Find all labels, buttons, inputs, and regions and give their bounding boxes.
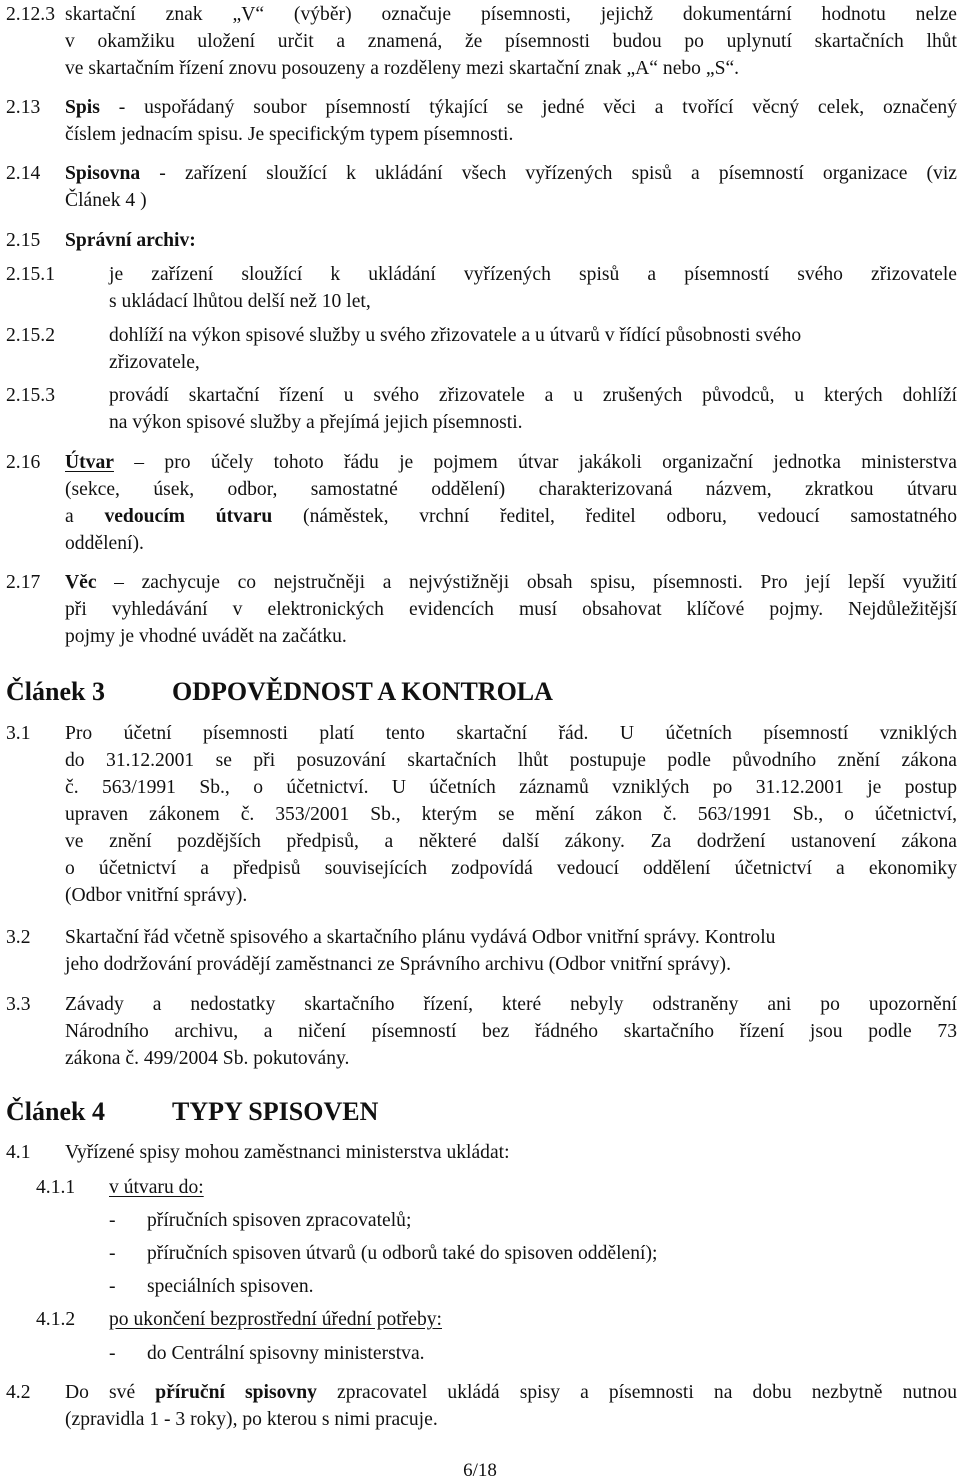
list-item: příručních spisoven zpracovatelů; (147, 1210, 412, 1231)
item-number: 2.14 (6, 163, 41, 184)
paragraph-line: Do své příruční spisovny zpracovatel ukládá spisy a písemnosti na dobu nezbytně nutnou (65, 1382, 958, 1403)
item-number: 3.2 (6, 927, 31, 948)
definition-term: Správní archiv: (65, 230, 196, 251)
item-number: 2.12.3 (6, 4, 55, 25)
paragraph-line: je zařízení sloužící k ukládání vyřízených spisů a písemností svého zřizovatele (109, 264, 957, 285)
paragraph-line: č. 563/1991 Sb., o účetnictví. U účetních záznamů vzniklých po 31.12.2001 je postup (65, 777, 957, 798)
paragraph-line: a vedoucím útvaru (náměstek, vrchní ředitel, ředitel odboru, vedoucí samostatného (65, 506, 957, 527)
paragraph-line: ve skartačním řízení znovu posouzeny a rozděleny mezi skartační znak „A“ nebo „S“. (65, 58, 740, 79)
paragraph-line: o účetnictví a předpisů souvisejících zodpovídá vedoucí oddělení účetnictví a ekonomiky (65, 858, 957, 879)
paragraph-line: v okamžiku uložení určit a znamená, že písemnosti budou po uplynutí skartačních lhůt (65, 31, 957, 52)
item-number: 4.1.1 (36, 1177, 76, 1198)
paragraph-line: s ukládací lhůtou delší než 10 let, (109, 291, 371, 312)
definition-term: Spis (65, 97, 100, 118)
item-number: 2.15.2 (6, 325, 55, 346)
list-bullet: - (109, 1343, 116, 1364)
list-item: do Centrální spisovny ministerstva. (147, 1343, 425, 1364)
item-number: 4.1 (6, 1142, 31, 1163)
paragraph-line: Článek 4 ) (65, 190, 147, 211)
item-number: 2.15.1 (6, 264, 55, 285)
paragraph-line: na výkon spisové služby a přejímá jejich písemnosti. (109, 412, 523, 433)
paragraph-line: skartační znak „V“ (výběr) označuje písemnosti, jejichž dokumentární hodnotu nelze (65, 4, 957, 25)
item-number: 2.13 (6, 97, 41, 118)
paragraph-line: zřizovatele, (109, 352, 200, 373)
list-item: příručních spisoven útvarů (u odborů také do spisoven oddělení); (147, 1243, 658, 1264)
article-title: ODPOVĚDNOST A KONTROLA (172, 677, 553, 706)
item-number: 2.17 (6, 572, 41, 593)
paragraph-line: oddělení). (65, 533, 144, 554)
paragraph-line: Závady a nedostatky skartačního řízení, které nebyly odstraněny ani po upozornění (65, 994, 957, 1015)
item-number: 3.1 (6, 723, 31, 744)
paragraph-line: (sekce, úsek, odbor, samostatné oddělení) charakterizovaná názvem, zkratkou útvaru (65, 479, 957, 500)
article-title: TYPY SPISOVEN (172, 1097, 379, 1126)
definition-term: Spisovna (65, 163, 141, 184)
definition-term: Věc (65, 572, 97, 593)
list-bullet: - (109, 1243, 116, 1264)
item-number: 2.15.3 (6, 385, 55, 406)
paragraph-line: Národního archivu, a ničení písemností bez řádného skartačního řízení jsou podle 73 (65, 1021, 957, 1042)
list-item: speciálních spisoven. (147, 1276, 314, 1297)
paragraph-line: při vyhledávání v elektronických evidencích musí obsahovat klíčové pojmy. Nejdůležitější (65, 599, 957, 620)
paragraph-line: Skartační řád včetně spisového a skartačního plánu vydává Odbor vnitřní správy. Kontrolu (65, 927, 776, 948)
paragraph-line: (zpravidla 1 - 3 roky), po kterou s nimi pracuje. (65, 1409, 438, 1430)
definition-term: Útvar (65, 452, 114, 473)
page-number: 6/18 (463, 1460, 497, 1481)
paragraph-line: pojmy je vhodné uvádět na začátku. (65, 626, 347, 647)
list-bullet: - (109, 1276, 116, 1297)
definition-term: vedoucím útvaru (104, 506, 273, 527)
paragraph-line: Spisovna - zařízení sloužící k ukládání všech vyřízených spisů a písemností organizace (viz (65, 163, 957, 184)
paragraph-line: Spis - uspořádaný soubor písemností týkající se jedné věci a tvořící věcný celek, označený (65, 97, 957, 118)
item-number: 4.1.2 (36, 1309, 76, 1330)
paragraph-line: Pro účetní písemnosti platí tento skartační řád. U účetních písemností vzniklých (65, 723, 957, 744)
item-number: 2.16 (6, 452, 41, 473)
paragraph-line: provádí skartační řízení u svého zřizovatele a u zrušených původců, u kterých dohlíží (109, 385, 957, 406)
subsection-heading: po ukončení bezprostřední úřední potřeby: (109, 1309, 442, 1330)
paragraph-line: Věc – zachycuje co nejstručněji a nejvýstižněji obsah spisu, písemnosti. Pro její lepší využití (65, 572, 957, 593)
article-label: Článek 3 (6, 677, 105, 706)
paragraph-line: upraven zákonem č. 353/2001 Sb., kterým se mění zákon č. 563/1991 Sb., o účetnictví, (65, 804, 957, 825)
paragraph-line: ve znění pozdějších předpisů, a některé další zákony. Za dodržení ustanovení zákona (65, 831, 957, 852)
paragraph-line: (Odbor vnitřní správy). (65, 885, 248, 906)
item-number: 2.15 (6, 230, 41, 251)
paragraph-line: dohlíží na výkon spisové služby u svého zřizovatele a u útvarů v řídící působnosti svého (109, 325, 802, 346)
paragraph-line: Útvar – pro účely tohoto řádu je pojmem útvar jakákoli organizační jednotka ministerstva (65, 452, 957, 473)
paragraph-line: zákona č. 499/2004 Sb. pokutovány. (65, 1048, 350, 1069)
definition-term: příruční spisovny (155, 1382, 317, 1403)
item-number: 4.2 (6, 1382, 31, 1403)
paragraph-line: Vyřízené spisy mohou zaměstnanci ministerstva ukládat: (65, 1142, 510, 1163)
paragraph-line: číslem jednacím spisu. Je specifickým typem písemnosti. (65, 124, 514, 145)
item-number: 3.3 (6, 994, 31, 1015)
list-bullet: - (109, 1210, 116, 1231)
subsection-heading: v útvaru do: (109, 1177, 204, 1198)
paragraph-line: do 31.12.2001 se při posuzování skartačních lhůt postupuje podle původního znění zákona (65, 750, 957, 771)
paragraph-line: jeho dodržování provádějí zaměstnanci ze Správního archivu (Odbor vnitřní správy). (65, 954, 731, 975)
article-label: Článek 4 (6, 1097, 105, 1126)
